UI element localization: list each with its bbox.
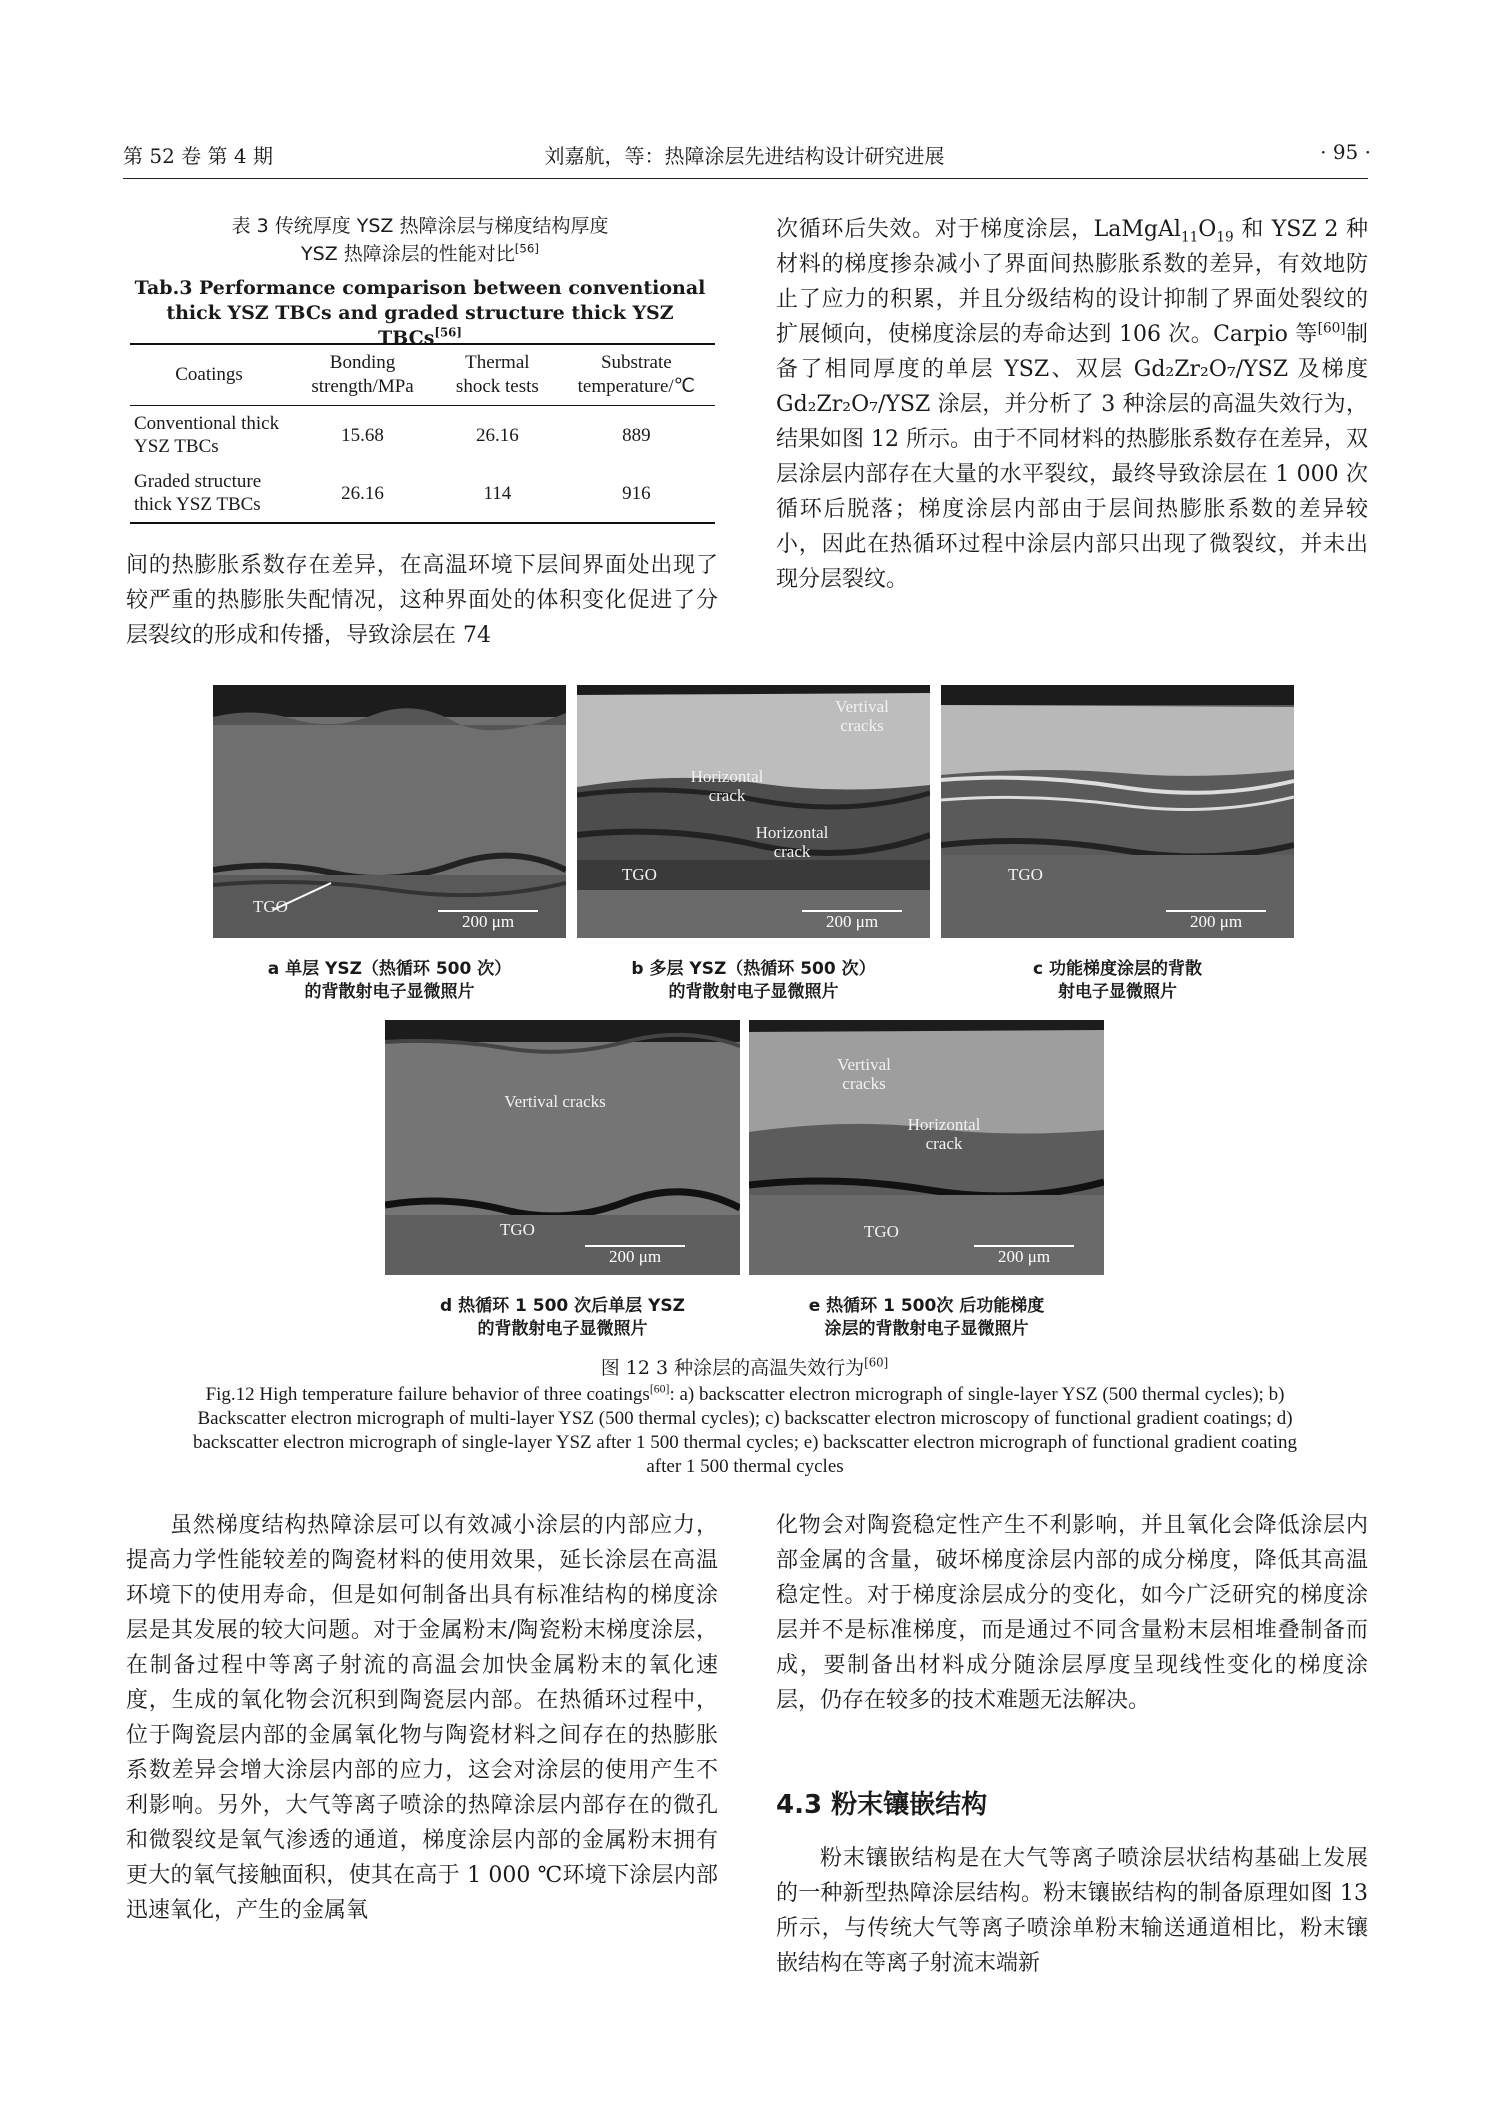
figure-caption-cn: 图 12 3 种涂层的高温失效行为[60]	[600, 1355, 889, 1379]
table-cell: 26.16	[288, 464, 437, 523]
header-rule	[123, 178, 1368, 179]
paragraph: 虽然梯度结构热障涂层可以有效减小涂层的内部应力，提高力学性能较差的陶瓷材料的使用效果，延长涂层在高温环境下的使用寿命，但是如何制备出具有标准结构的梯度涂层是其发展的较大问题。对于金属粉末/陶瓷粉末梯度涂层，在制备过程中等离子射流的高温会加快金属粉末的氧化速度，生成的氧化物会沉积到陶瓷层内部。在热循环过程中，位于陶瓷层内部的金属氧化物与陶瓷材料之间存在的热膨胀系数差异会增大涂层内部的应力，这会对涂层的使用产生不利影响。另外，大气等离子喷涂的热障涂层内部存在的微孔和微裂纹是氧气渗透的通道，梯度涂层内部的金属粉末拥有更大的氧气接触面积，使其在高于 1 000 ℃环境下涂层内部迅速氧化，产生的金属氧	[126, 1513, 718, 1923]
label-tgo: TGO	[864, 1222, 899, 1241]
figure-caption-en: Fig.12 High temperature failure behavior of three coatings[60]: a) backscatter electron micrograph of single-layer YSZ (500 thermal cycles); b) Backscatter electron micrograph of multi-layer YSZ (500 thermal cycles); c) backscatter electron microscopy of functional gradient coatings; d) backscatter electron micrograph of single-layer YSZ after 1 500 thermal cycles; e) backscatter electron micrograph of functional gradient coating after 1 500 thermal cycles	[193, 1382, 1297, 1477]
table-cell: Graded structure thick YSZ TBCs	[130, 464, 288, 523]
table-header: Thermal shock tests	[437, 344, 558, 406]
left-column-bottom	[126, 1508, 718, 1928]
table-header: Bonding strength/MPa	[288, 344, 437, 406]
table-caption-cn-2: YSZ 热障涂层的性能对比[56]	[301, 241, 539, 265]
page-number: · 95 ·	[1320, 140, 1371, 164]
paragraph: 次循环后失效。对于梯度涂层，$LaMgAl_{11}O_{19}$ 和 YSZ 2 种材料的梯度掺杂减小了界面间热膨胀系数的差异，有效地防止了应力的积累，并且分级结构的设计抑制了界面处裂纹的扩展倾向，使梯度涂层的寿命达到 106 次。Carpio 等[60]制备了相同厚度的单层 YSZ、双层 Gd₂Zr₂O₇/YSZ 及梯度 Gd₂Zr₂O₇/YSZ 涂层，并分析了 3 种涂层的高温失效行为，结果如图 12 所示。由于不同材料的热膨胀系数存在差异，双层涂层内部存在大量的水平裂纹，最终导致涂层在 1 000 次循环后脱落；梯度涂层内部由于层间热膨胀系数的差异较小，因此在热循环过程中涂层内部只出现了微裂纹，并未出现分层裂纹。	[776, 217, 1368, 592]
right-column-last	[776, 1841, 1368, 1981]
scale-bar: 200 μm	[974, 1245, 1074, 1267]
table-cell: 889	[622, 424, 651, 446]
micrograph-b	[577, 685, 930, 938]
micrograph-a	[213, 685, 566, 938]
paragraph: 间的热膨胀系数存在差异，在高温环境下层间界面处出现了较严重的热膨胀失配情况，这种界面处的体积变化促进了分层裂纹的形成和传播，导致涂层在 74	[126, 553, 718, 648]
label-horizontal-crack: Horizontal crack	[907, 1115, 981, 1153]
subcaption-b: b 多层 YSZ（热循环 500 次） 的背散射电子显微照片	[631, 959, 876, 1002]
label-tgo: TGO	[1008, 865, 1043, 884]
label-tgo: TGO	[622, 865, 657, 884]
paragraph: 粉末镶嵌结构是在大气等离子喷涂层状结构基础上发展的一种新型热障涂层结构。粉末镶嵌结构的制备原理如图 13 所示，与传统大气等离子喷涂单粉末输送通道相比，粉末镶嵌结构在等离子射流末端新	[776, 1846, 1368, 1976]
label-horizontal-crack: Horizontal crack	[690, 767, 764, 805]
table-header: Substrate temperature/℃	[558, 344, 715, 406]
label-tgo: TGO	[253, 897, 288, 916]
scale-bar: 200 μm	[1166, 910, 1266, 932]
micrograph-c	[941, 685, 1294, 938]
scale-bar: 200 μm	[802, 910, 902, 932]
table-caption-cn-1: 表 3 传统厚度 YSZ 热障涂层与梯度结构厚度	[231, 215, 609, 237]
table-cell: Conventional thick YSZ TBCs	[134, 413, 280, 457]
right-column-top	[776, 212, 1368, 597]
subcaption-c: c 功能梯度涂层的背散 射电子显微照片	[1033, 959, 1202, 1002]
table-cell: 916	[558, 464, 715, 523]
scale-bar: 200 μm	[438, 910, 538, 932]
right-column-bottom	[776, 1508, 1368, 1718]
table-caption-en-1: Tab.3 Performance comparison between conventional	[134, 277, 706, 299]
section-heading: 4.3 粉末镶嵌结构	[776, 1790, 988, 1820]
label-vertical-cracks: Vertival cracks	[835, 697, 889, 735]
table-row	[130, 406, 715, 465]
table-cell: 26.16	[475, 424, 519, 446]
left-column-top	[126, 548, 718, 653]
label-tgo: TGO	[500, 1220, 535, 1239]
journal-volume: 第 52 卷 第 4 期	[123, 144, 273, 168]
subcaption-d: d 热循环 1 500 次后单层 YSZ 的背散射电子显微照片	[440, 1296, 685, 1339]
table-caption-en-2: thick YSZ TBCs and graded structure thick YSZ TBCs[56]	[166, 302, 674, 349]
label-vertical-cracks: Vertival cracks	[837, 1055, 891, 1093]
scale-bar: 200 μm	[585, 1245, 685, 1267]
label-vertical-cracks: Vertival cracks	[504, 1092, 606, 1111]
micrograph-e	[749, 1020, 1104, 1275]
subcaption-a: a 单层 YSZ（热循环 500 次） 的背散射电子显微照片	[267, 959, 512, 1002]
table-header: Coatings	[130, 344, 288, 406]
table-row	[130, 464, 715, 523]
micrograph-d	[385, 1020, 740, 1275]
label-horizontal-crack: Horizontal crack	[755, 823, 829, 861]
subcaption-e: e 热循环 1 500次 后功能梯度 涂层的背散射电子显微照片	[808, 1296, 1045, 1339]
running-title: 刘嘉航，等：热障涂层先进结构设计研究进展	[544, 144, 945, 168]
table-cell: 15.68	[341, 424, 384, 446]
paragraph: 化物会对陶瓷稳定性产生不利影响，并且氧化会降低涂层内部金属的含量，破坏梯度涂层内部的成分梯度，降低其高温稳定性。对于梯度涂层成分的变化，如今广泛研究的梯度涂层并不是标准梯度，而是通过不同含量粉末层相堆叠制备而成，要制备出材料成分随涂层厚度呈现线性变化的梯度涂层，仍存在较多的技术难题无法解决。	[776, 1513, 1368, 1713]
performance-table	[130, 343, 715, 524]
table-cell: 114	[437, 464, 558, 523]
